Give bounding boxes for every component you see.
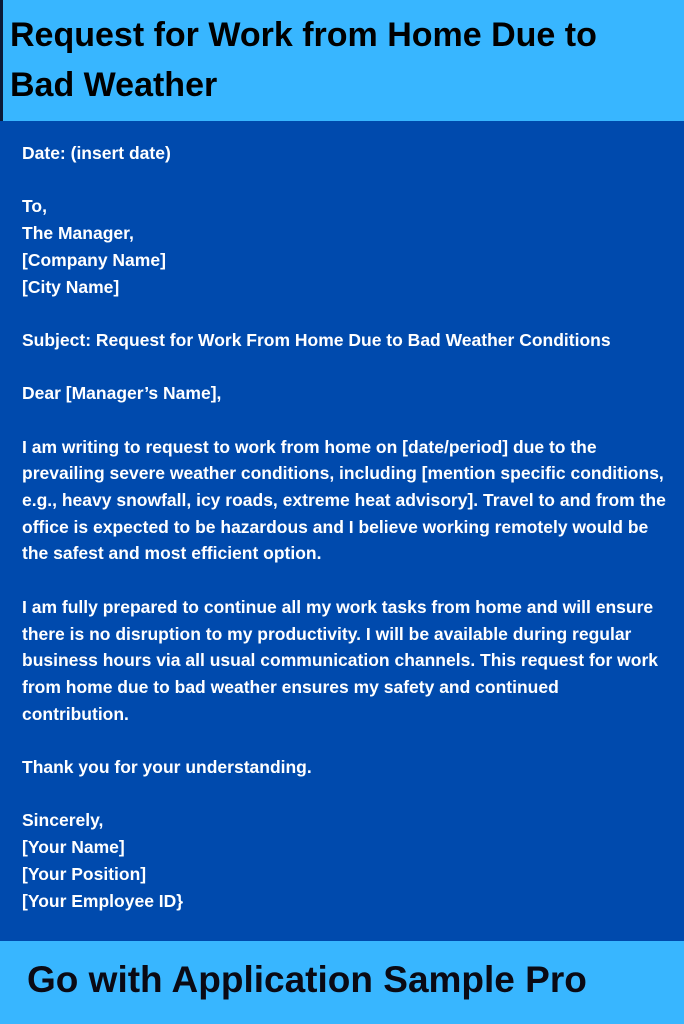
recipient-line: The Manager, xyxy=(22,223,134,244)
letter-signature-block xyxy=(22,807,670,914)
page-title: Request for Work from Home Due to Bad Weather xyxy=(10,16,597,104)
signature-line: Sincerely, xyxy=(22,810,104,831)
letter-recipient-block xyxy=(22,193,670,300)
letter-thanks: Thank you for your understanding. xyxy=(22,757,312,778)
recipient-line: To, xyxy=(22,196,47,217)
recipient-line: [City Name] xyxy=(22,276,120,297)
letter-paragraph: I am fully prepared to continue all my work tasks from home and will ensure there is no disruption to my productivity. I will be available during regular business hours via all usual communication channels. This request for work from home due to bad weather ensures my safety and continued contribution. xyxy=(22,596,658,724)
footer-banner xyxy=(0,941,684,1024)
letter-paragraph: I am writing to request to work from home on [date/period] due to the prevailing severe weather conditions, including [mention specific conditions, e.g., heavy snowfall, icy roads, extreme heat advisory]. Travel to and from the office is expected to be hazardous and I believe working remotely would be the safest and most efficient option. xyxy=(22,436,666,564)
letter-subject: Subject: Request for Work From Home Due to Bad Weather Conditions xyxy=(22,329,611,350)
recipient-line: [Company Name] xyxy=(22,249,166,270)
footer-brand-text: Go with Application Sample Pro xyxy=(27,959,587,1000)
letter-body xyxy=(22,140,670,941)
header-banner xyxy=(0,0,684,121)
letter-date: Date: (insert date) xyxy=(22,143,171,163)
signature-line: [Your Employee ID} xyxy=(22,890,184,911)
signature-line: [Your Position] xyxy=(22,863,147,884)
letter-panel xyxy=(0,121,684,941)
signature-line: [Your Name] xyxy=(22,837,125,858)
letter-salutation: Dear [Manager’s Name], xyxy=(22,383,222,404)
